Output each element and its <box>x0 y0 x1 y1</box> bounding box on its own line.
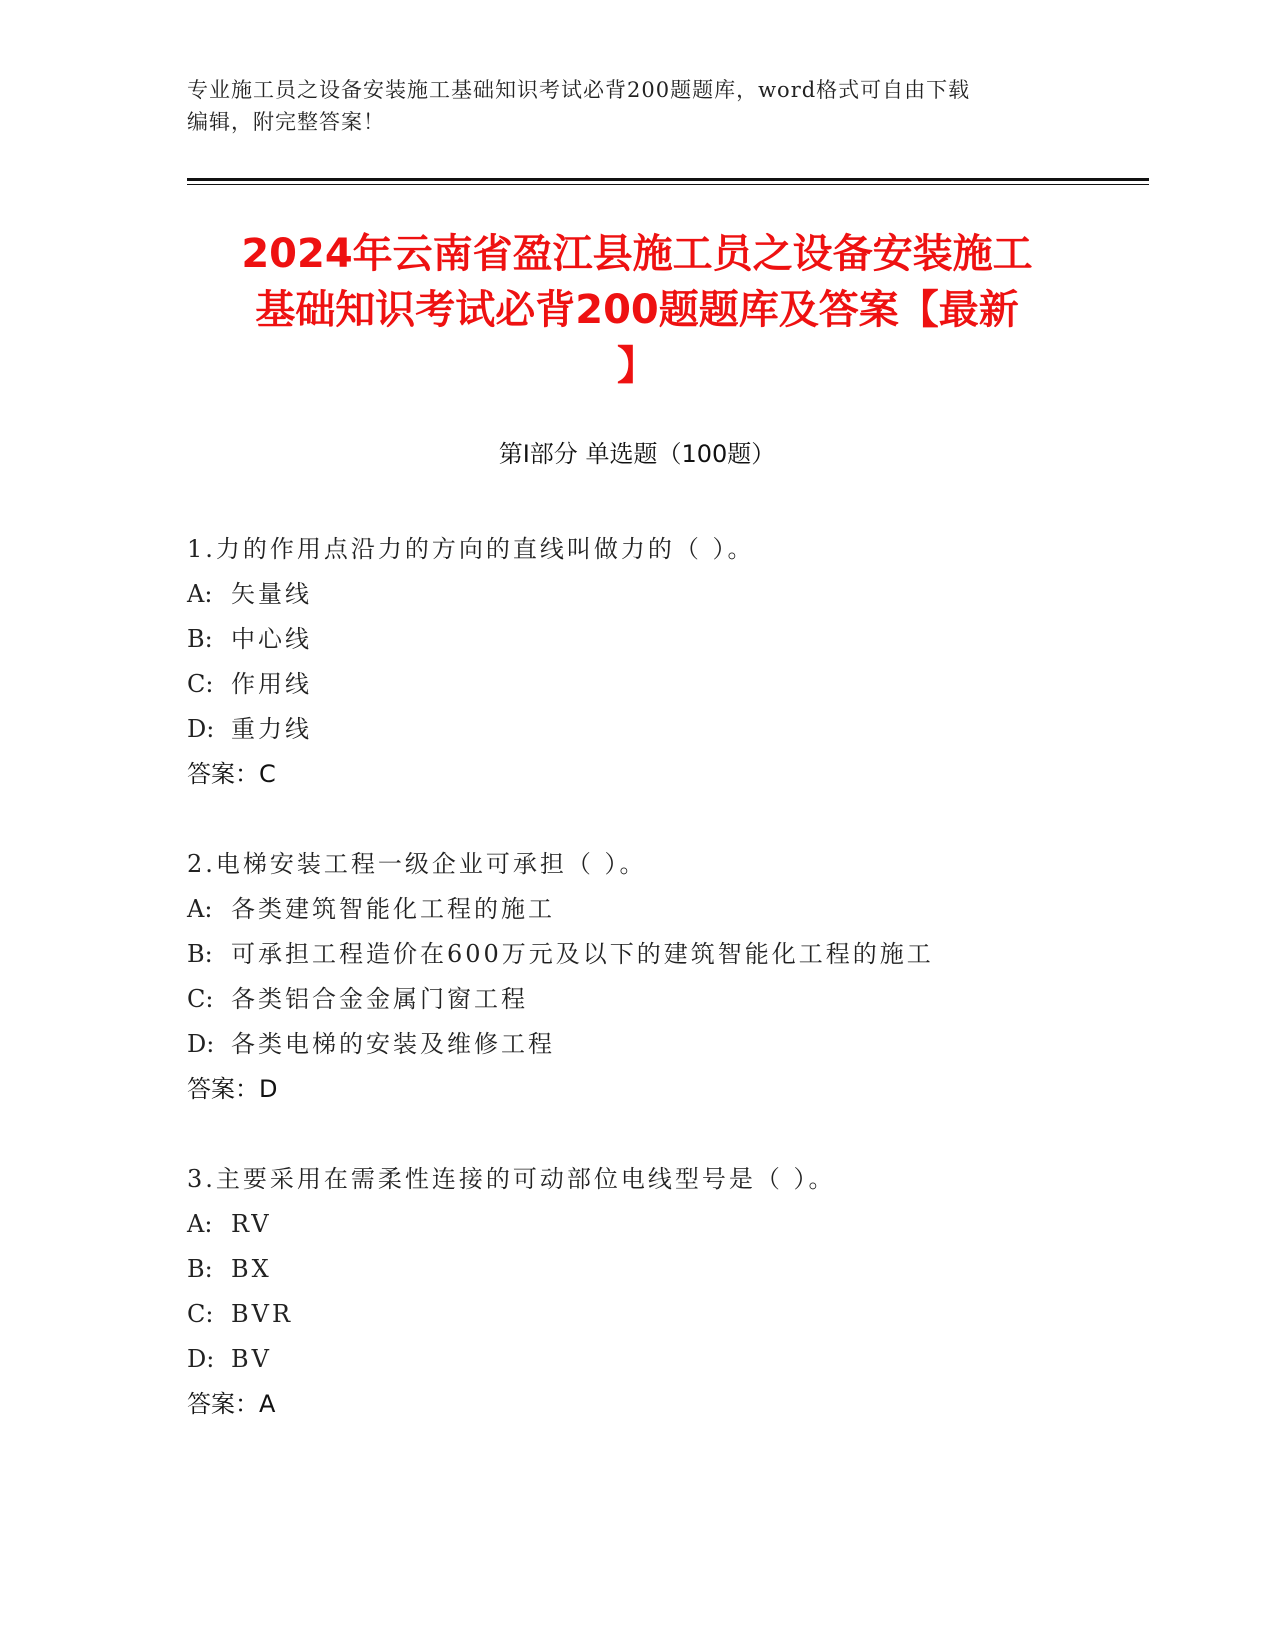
option-text: BX <box>231 1255 272 1283</box>
option-letter: C: <box>187 670 214 698</box>
header-note-line-2: 编辑，附完整答案！ <box>187 110 385 134</box>
option-text: RV <box>231 1210 272 1238</box>
option-letter: A: <box>187 1210 213 1238</box>
document-title-line-1: 2024年云南省盈江县施工员之设备安装施工 <box>241 231 1033 277</box>
answer: 答案：A <box>187 1390 276 1418</box>
answer: 答案：C <box>187 760 276 788</box>
option-text: 各类铝合金金属门窗工程 <box>231 985 528 1013</box>
answer: 答案：D <box>187 1075 278 1103</box>
option-b <box>187 1247 1087 1292</box>
option-text: 重力线 <box>231 715 312 743</box>
option-b <box>187 617 1087 662</box>
question-3 <box>187 1157 1087 1427</box>
option-text: 各类建筑智能化工程的施工 <box>231 895 555 923</box>
header-rule-thick <box>187 178 1149 181</box>
question-2 <box>187 842 1087 1112</box>
option-d <box>187 1022 1087 1067</box>
option-text: 各类电梯的安装及维修工程 <box>231 1030 555 1058</box>
option-a <box>187 887 1087 932</box>
option-c <box>187 977 1087 1022</box>
option-text: 可承担工程造价在600万元及以下的建筑智能化工程的施工 <box>231 940 934 968</box>
option-letter: C: <box>187 985 214 1013</box>
option-text: 作用线 <box>231 670 312 698</box>
option-letter: C: <box>187 1300 214 1328</box>
option-letter: D: <box>187 715 215 743</box>
question-list <box>187 527 1087 1472</box>
option-text: 中心线 <box>231 625 312 653</box>
document-title <box>187 226 1087 394</box>
question-stem: 1.力的作用点沿力的方向的直线叫做力的（ ）。 <box>187 535 755 563</box>
option-letter: B: <box>187 625 213 653</box>
option-letter: D: <box>187 1345 215 1373</box>
option-letter: A: <box>187 580 213 608</box>
section-heading: 第I部分 单选题（100题） <box>498 440 776 468</box>
option-c <box>187 662 1087 707</box>
document-title-line-2: 基础知识考试必背200题题库及答案【最新 <box>255 287 1019 333</box>
option-letter: B: <box>187 1255 213 1283</box>
question-stem: 2.电梯安装工程一级企业可承担（ ）。 <box>187 850 647 878</box>
document-title-line-3: 】 <box>617 343 657 389</box>
question-1 <box>187 527 1087 797</box>
option-text: BVR <box>231 1300 294 1328</box>
option-d <box>187 707 1087 752</box>
header-note-line-1: 专业施工员之设备安装施工基础知识考试必背200题题库，word格式可自由下载 <box>187 78 971 102</box>
option-b <box>187 932 1087 977</box>
option-text: 矢量线 <box>231 580 312 608</box>
option-d <box>187 1337 1087 1382</box>
option-letter: B: <box>187 940 213 968</box>
header-rule-thin <box>187 184 1149 185</box>
option-letter: D: <box>187 1030 215 1058</box>
option-c <box>187 1292 1087 1337</box>
option-letter: A: <box>187 895 213 923</box>
option-text: BV <box>231 1345 272 1373</box>
header-note <box>187 74 1087 138</box>
option-a <box>187 1202 1087 1247</box>
question-stem: 3.主要采用在需柔性连接的可动部位电线型号是（ ）。 <box>187 1165 836 1193</box>
option-a <box>187 572 1087 617</box>
